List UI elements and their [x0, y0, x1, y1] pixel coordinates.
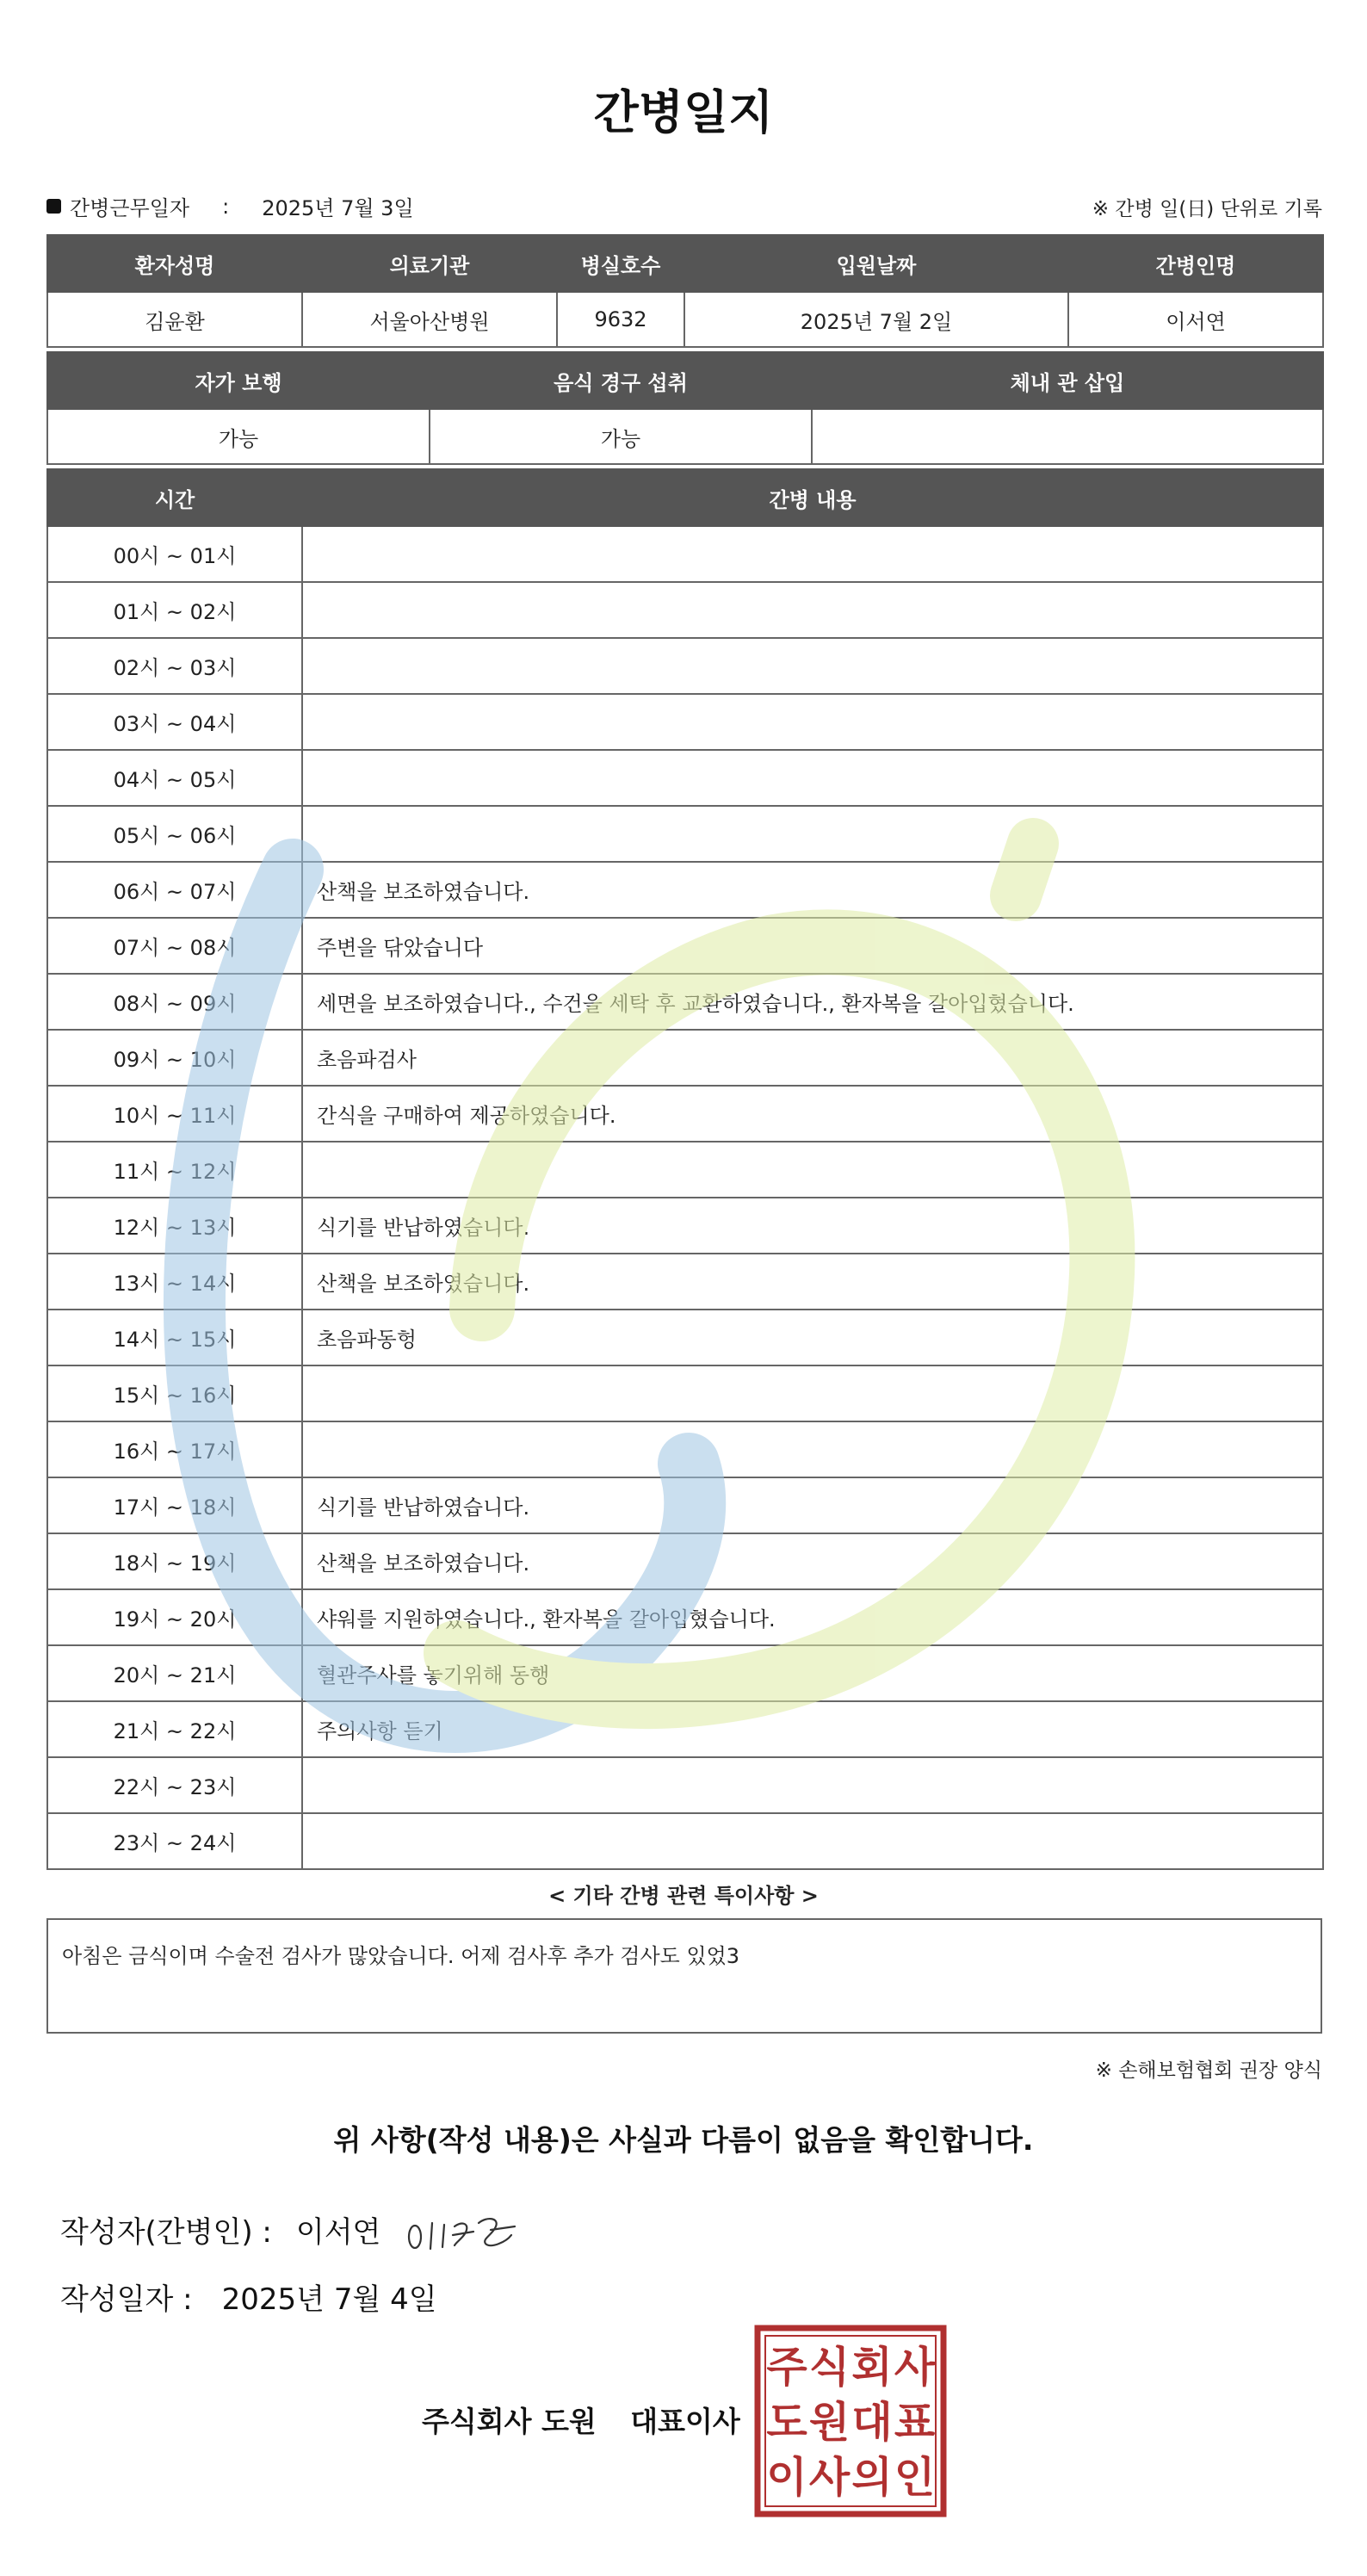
- seal-character: 식: [808, 2343, 851, 2392]
- log-time-cell: 18시 ~ 19시: [47, 1533, 302, 1589]
- company-seal-stamp: [754, 2325, 947, 2517]
- log-content-cell: [302, 582, 1323, 638]
- seal-character: 이: [766, 2453, 807, 2502]
- writer-row: [60, 2208, 380, 2251]
- log-row: [47, 750, 1323, 806]
- log-time-cell: 10시 ~ 11시: [47, 1086, 302, 1142]
- company-signature-line: [422, 2400, 740, 2440]
- page-title: 간병일지: [593, 85, 774, 139]
- log-row: [47, 1589, 1323, 1645]
- writer-label: 작성자(간병인) :: [60, 2215, 272, 2250]
- log-time-cell: 17시 ~ 18시: [47, 1477, 302, 1533]
- log-content-cell: 주변을 닦았습니다: [302, 918, 1323, 974]
- log-time-cell: 13시 ~ 14시: [47, 1254, 302, 1310]
- log-row: [47, 1254, 1323, 1310]
- log-row: [47, 1421, 1323, 1477]
- log-time-cell: 02시 ~ 03시: [47, 638, 302, 694]
- log-time-cell: 04시 ~ 05시: [47, 750, 302, 806]
- log-row: [47, 582, 1323, 638]
- log-time-cell: 14시 ~ 15시: [47, 1310, 302, 1365]
- log-row: [47, 1813, 1323, 1869]
- work-date-value: 2025년 7월 3일: [262, 196, 414, 220]
- work-date-row: [46, 191, 414, 221]
- work-date-label: 간병근무일자: [70, 196, 190, 220]
- log-time-cell: 12시 ~ 13시: [47, 1198, 302, 1254]
- header-self-walking: 자가 보행: [47, 352, 430, 409]
- log-time-cell: 21시 ~ 22시: [47, 1701, 302, 1757]
- writer-name: 이서연: [295, 2215, 381, 2250]
- company-name: 주식회사 도원: [422, 2405, 597, 2438]
- seal-character: 대: [851, 2398, 893, 2447]
- log-content-cell: 혈관주사를 놓기위해 동행: [302, 1645, 1323, 1701]
- log-row: [47, 1030, 1323, 1086]
- seal-character: 표: [894, 2398, 936, 2447]
- patient-info-table: [46, 234, 1324, 348]
- log-row: [47, 1086, 1323, 1142]
- log-content-cell: 세면을 보조하였습니다., 수건을 세탁 후 교환하였습니다., 환자복을 갈아입혔습니다.: [302, 974, 1323, 1030]
- log-row: [47, 1477, 1323, 1533]
- log-content-cell: [302, 750, 1323, 806]
- log-time-cell: 08시 ~ 09시: [47, 974, 302, 1030]
- log-time-cell: 00시 ~ 01시: [47, 526, 302, 582]
- log-row: [47, 974, 1323, 1030]
- form-note: ※ 손해보험협회 권장 양식: [1095, 2059, 1322, 2082]
- log-row: [47, 1533, 1323, 1589]
- log-row: [47, 1757, 1323, 1813]
- log-time-cell: 20시 ~ 21시: [47, 1645, 302, 1701]
- log-content-cell: [302, 638, 1323, 694]
- work-date-separator: :: [222, 194, 230, 219]
- oral-intake-value: 가능: [430, 409, 812, 464]
- log-content-cell: [302, 1142, 1323, 1198]
- log-content-cell: 산책을 보조하였습니다.: [302, 862, 1323, 918]
- log-content-cell: [302, 526, 1323, 582]
- log-row: [47, 526, 1323, 582]
- log-time-cell: 23시 ~ 24시: [47, 1813, 302, 1869]
- log-time-cell: 01시 ~ 02시: [47, 582, 302, 638]
- log-time-cell: 07시 ~ 08시: [47, 918, 302, 974]
- admission-date-value: 2025년 7월 2일: [684, 292, 1068, 347]
- log-row: [47, 806, 1323, 862]
- square-bullet-icon: [46, 199, 61, 214]
- care-log-table: [46, 468, 1324, 1870]
- seal-character: 인: [894, 2453, 936, 2502]
- notes-box: [46, 1918, 1322, 2034]
- record-note: ※ 간병 일(日) 단위로 기록: [1092, 198, 1322, 220]
- institution-value: 서울아산병원: [302, 292, 557, 347]
- header-room-number: 병실호수: [557, 235, 684, 292]
- company-rep-title: 대표이사: [630, 2405, 740, 2438]
- log-content-cell: 초음파동헝: [302, 1310, 1323, 1365]
- log-time-cell: 22시 ~ 23시: [47, 1757, 302, 1813]
- log-time-cell: 11시 ~ 12시: [47, 1142, 302, 1198]
- seal-character: 주: [766, 2343, 807, 2392]
- seal-character: 사: [894, 2343, 936, 2392]
- seal-character: 의: [851, 2453, 893, 2502]
- log-content-cell: 식기를 반납하였습니다.: [302, 1477, 1323, 1533]
- log-content-cell: [302, 1365, 1323, 1421]
- log-time-cell: 05시 ~ 06시: [47, 806, 302, 862]
- log-time-cell: 06시 ~ 07시: [47, 862, 302, 918]
- log-content-cell: 식기를 반납하였습니다.: [302, 1198, 1323, 1254]
- header-institution: 의료기관: [302, 235, 557, 292]
- room-number-value: 9632: [557, 292, 684, 347]
- log-row: [47, 1645, 1323, 1701]
- log-content-cell: [302, 1757, 1323, 1813]
- self-walking-value: 가능: [47, 409, 430, 464]
- caregiver-name-value: 이서연: [1068, 292, 1323, 347]
- confirmation-statement: 위 사항(작성 내용)은 사실과 다름이 없음을 확인합니다.: [333, 2123, 1034, 2157]
- header-time: 시간: [47, 469, 302, 526]
- log-content-cell: [302, 806, 1323, 862]
- header-care-content: 간병 내용: [302, 469, 1323, 526]
- log-row: [47, 694, 1323, 750]
- log-row: [47, 1310, 1323, 1365]
- log-row: [47, 1142, 1323, 1198]
- written-date-row: [60, 2276, 437, 2318]
- seal-character: 사: [808, 2453, 851, 2502]
- written-date-label: 작성일자 :: [60, 2282, 193, 2317]
- log-content-cell: [302, 694, 1323, 750]
- header-patient-name: 환자성명: [47, 235, 302, 292]
- log-content-cell: [302, 1813, 1323, 1869]
- patient-name-value: 김윤환: [47, 292, 302, 347]
- log-time-cell: 19시 ~ 20시: [47, 1589, 302, 1645]
- log-row: [47, 1198, 1323, 1254]
- header-caregiver-name: 간병인명: [1068, 235, 1323, 292]
- handwritten-signature: [405, 2204, 542, 2256]
- log-time-cell: 09시 ~ 10시: [47, 1030, 302, 1086]
- notes-text: 아침은 금식이며 수술전 검사가 많았습니다. 어제 검사후 추가 검사도 있었3: [62, 1944, 740, 1968]
- log-content-cell: 초음파검사: [302, 1030, 1323, 1086]
- care-log-body: [47, 526, 1323, 1869]
- notes-title: < 기타 간병 관련 특이사항 >: [548, 1884, 819, 1908]
- log-row: [47, 918, 1323, 974]
- log-row: [47, 862, 1323, 918]
- log-content-cell: 간식을 구매하여 제공하였습니다.: [302, 1086, 1323, 1142]
- seal-character: 원: [808, 2398, 851, 2447]
- seal-character: 도: [766, 2398, 807, 2447]
- log-time-cell: 03시 ~ 04시: [47, 694, 302, 750]
- log-time-cell: 15시 ~ 16시: [47, 1365, 302, 1421]
- written-date-value: 2025년 7월 4일: [221, 2282, 437, 2317]
- log-time-cell: 16시 ~ 17시: [47, 1421, 302, 1477]
- log-content-cell: [302, 1421, 1323, 1477]
- log-content-cell: 산책을 보조하였습니다.: [302, 1533, 1323, 1589]
- log-row: [47, 638, 1323, 694]
- header-admission-date: 입원날짜: [684, 235, 1068, 292]
- patient-status-table: [46, 351, 1324, 465]
- seal-character: 회: [851, 2343, 893, 2392]
- log-row: [47, 1701, 1323, 1757]
- header-tube-insertion: 체내 관 삽입: [812, 352, 1323, 409]
- header-oral-intake: 음식 경구 섭취: [430, 352, 812, 409]
- log-content-cell: 주의사항 듣기: [302, 1701, 1323, 1757]
- log-content-cell: 산책을 보조하였습니다.: [302, 1254, 1323, 1310]
- log-row: [47, 1365, 1323, 1421]
- log-content-cell: 샤워를 지원하였습니다., 환자복을 갈아입혔습니다.: [302, 1589, 1323, 1645]
- tube-insertion-value: [812, 409, 1323, 464]
